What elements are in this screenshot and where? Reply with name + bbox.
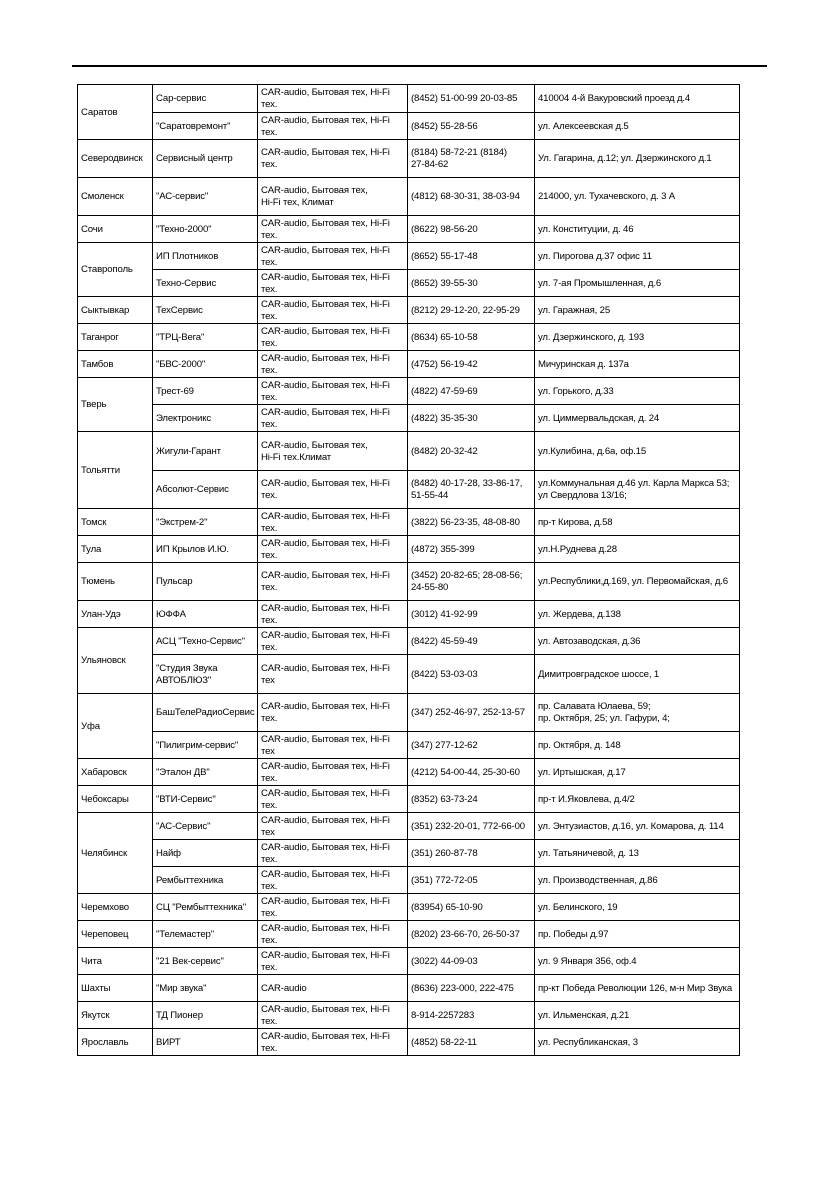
equipment-type-cell: CAR-audio, Бытовая тех, Hi-Fi тех. bbox=[258, 140, 408, 178]
equipment-type-cell: CAR-audio, Бытовая тех, Hi-Fi тех. bbox=[258, 85, 408, 113]
service-name-cell: "Экстрем-2" bbox=[153, 509, 258, 536]
phone-cell: (8482) 20-32-42 bbox=[408, 432, 535, 471]
equipment-type-cell: CAR-audio, Бытовая тех, Hi-Fi тех. bbox=[258, 948, 408, 975]
table-row bbox=[78, 113, 740, 140]
table-row bbox=[78, 270, 740, 297]
service-name-cell: "БВС-2000" bbox=[153, 351, 258, 378]
phone-cell: (4822) 35-35-30 bbox=[408, 405, 535, 432]
address-cell: ул. Дзержинского, д. 193 bbox=[535, 324, 740, 351]
phone-cell: (3012) 41-92-99 bbox=[408, 601, 535, 628]
equipment-type-cell: CAR-audio, Бытовая тех, Hi-Fi тех. bbox=[258, 378, 408, 405]
phone-cell: (8482) 40-17-28, 33-86-17, 51-55-44 bbox=[408, 471, 535, 509]
table-row bbox=[78, 178, 740, 216]
table-row bbox=[78, 216, 740, 243]
service-name-cell: СЦ "Рембыттехника" bbox=[153, 894, 258, 921]
phone-cell: (3022) 44-09-03 bbox=[408, 948, 535, 975]
address-cell: 410004 4-й Вакуровский проезд д.4 bbox=[535, 85, 740, 113]
equipment-type-cell: CAR-audio, Бытовая тех, Hi-Fi тех. bbox=[258, 351, 408, 378]
address-cell: ул. Конституции, д. 46 bbox=[535, 216, 740, 243]
table-row bbox=[78, 563, 740, 601]
address-cell: ул. Горького, д.33 bbox=[535, 378, 740, 405]
equipment-type-cell: CAR-audio, Бытовая тех, Hi-Fi тех. bbox=[258, 113, 408, 140]
table-row bbox=[78, 894, 740, 921]
city-cell: Ульяновск bbox=[78, 628, 153, 694]
city-cell: Тамбов bbox=[78, 351, 153, 378]
address-cell: ул. Республиканская, 3 bbox=[535, 1029, 740, 1056]
phone-cell: (8202) 23-66-70, 26-50-37 bbox=[408, 921, 535, 948]
city-cell: Уфа bbox=[78, 694, 153, 759]
service-name-cell: ИП Крылов И.Ю. bbox=[153, 536, 258, 563]
phone-cell: (8352) 63-73-24 bbox=[408, 786, 535, 813]
equipment-type-cell: CAR-audio, Бытовая тех, Hi-Fi тех, Климат bbox=[258, 178, 408, 216]
table-row bbox=[78, 405, 740, 432]
equipment-type-cell: CAR-audio, Бытовая тех, Hi-Fi тех. bbox=[258, 1029, 408, 1056]
service-name-cell: Техно-Сервис bbox=[153, 270, 258, 297]
equipment-type-cell: CAR-audio, Бытовая тех, Hi-Fi тех. bbox=[258, 921, 408, 948]
service-name-cell: Сервисный центр bbox=[153, 140, 258, 178]
table-row bbox=[78, 85, 740, 113]
address-cell: пр. Салавата Юлаева, 59; пр. Октября, 25; ул. Гафури, 4; bbox=[535, 694, 740, 732]
phone-cell: (4852) 58-22-11 bbox=[408, 1029, 535, 1056]
address-cell: ул. 7-ая Промышленная, д.6 bbox=[535, 270, 740, 297]
table-row bbox=[78, 921, 740, 948]
city-cell: Тюмень bbox=[78, 563, 153, 601]
address-cell: ул. Иртышская, д.17 bbox=[535, 759, 740, 786]
address-cell: ул. Циммервальдская, д. 24 bbox=[535, 405, 740, 432]
service-name-cell: "АС-сервис" bbox=[153, 178, 258, 216]
city-cell: Сочи bbox=[78, 216, 153, 243]
table-row bbox=[78, 840, 740, 867]
equipment-type-cell: CAR-audio, Бытовая тех, Hi-Fi тех. bbox=[258, 694, 408, 732]
address-cell: ул. 9 Января 356, оф.4 bbox=[535, 948, 740, 975]
address-cell: пр. Октября, д. 148 bbox=[535, 732, 740, 759]
table-row bbox=[78, 786, 740, 813]
phone-cell: (4752) 56-19-42 bbox=[408, 351, 535, 378]
equipment-type-cell: CAR-audio, Бытовая тех, Hi-Fi тех. bbox=[258, 628, 408, 655]
service-name-cell: Жигули-Гарант bbox=[153, 432, 258, 471]
city-cell: Череповец bbox=[78, 921, 153, 948]
phone-cell: (4812) 68-30-31, 38-03-94 bbox=[408, 178, 535, 216]
phone-cell: (8422) 53-03-03 bbox=[408, 655, 535, 694]
table-row bbox=[78, 628, 740, 655]
service-name-cell: ИП Плотников bbox=[153, 243, 258, 270]
equipment-type-cell: CAR-audio, Бытовая тех, Hi-Fi тех. bbox=[258, 405, 408, 432]
address-cell: пр. Победы д.97 bbox=[535, 921, 740, 948]
table-row bbox=[78, 867, 740, 894]
equipment-type-cell: CAR-audio, Бытовая тех, Hi-Fi тех. bbox=[258, 536, 408, 563]
service-name-cell: "Студия Звука АВТОБЛЮЗ" bbox=[153, 655, 258, 694]
equipment-type-cell: CAR-audio, Бытовая тех, Hi-Fi тех bbox=[258, 813, 408, 840]
service-name-cell: "21 Век-сервис" bbox=[153, 948, 258, 975]
service-name-cell: "Мир звука" bbox=[153, 975, 258, 1002]
service-name-cell: Абсолют-Сервис bbox=[153, 471, 258, 509]
city-cell: Шахты bbox=[78, 975, 153, 1002]
phone-cell: (8652) 55-17-48 bbox=[408, 243, 535, 270]
service-name-cell: "АС-Сервис" bbox=[153, 813, 258, 840]
table-row bbox=[78, 975, 740, 1002]
service-name-cell: Трест-69 bbox=[153, 378, 258, 405]
equipment-type-cell: CAR-audio, Бытовая тех, Hi-Fi тех. bbox=[258, 759, 408, 786]
service-name-cell: Найф bbox=[153, 840, 258, 867]
equipment-type-cell: CAR-audio, Бытовая тех, Hi-Fi тех.Климат bbox=[258, 432, 408, 471]
table-row bbox=[78, 432, 740, 471]
header-rule bbox=[72, 65, 767, 67]
city-cell: Смоленск bbox=[78, 178, 153, 216]
equipment-type-cell: CAR-audio, Бытовая тех, Hi-Fi тех. bbox=[258, 297, 408, 324]
address-cell: пр-т И.Яковлева, д.4/2 bbox=[535, 786, 740, 813]
table-row bbox=[78, 509, 740, 536]
equipment-type-cell: CAR-audio, Бытовая тех, Hi-Fi тех. bbox=[258, 1002, 408, 1029]
phone-cell: (4212) 54-00-44, 25-30-60 bbox=[408, 759, 535, 786]
phone-cell: (4872) 355-399 bbox=[408, 536, 535, 563]
service-name-cell: "Пилигрим-сервис" bbox=[153, 732, 258, 759]
address-cell: 214000, ул. Тухачевского, д. 3 А bbox=[535, 178, 740, 216]
equipment-type-cell: CAR-audio, Бытовая тех, Hi-Fi тех. bbox=[258, 216, 408, 243]
equipment-type-cell: CAR-audio, Бытовая тех, Hi-Fi тех. bbox=[258, 867, 408, 894]
city-cell: Ярославль bbox=[78, 1029, 153, 1056]
city-cell: Тверь bbox=[78, 378, 153, 432]
service-name-cell: "Телемастер" bbox=[153, 921, 258, 948]
address-cell: ул. Ильменская, д.21 bbox=[535, 1002, 740, 1029]
service-name-cell: "Эталон ДВ" bbox=[153, 759, 258, 786]
service-name-cell: Электроникс bbox=[153, 405, 258, 432]
address-cell: ул.Н.Руднева д.28 bbox=[535, 536, 740, 563]
table-row bbox=[78, 140, 740, 178]
service-name-cell: Пульсар bbox=[153, 563, 258, 601]
table-row bbox=[78, 1029, 740, 1056]
equipment-type-cell: CAR-audio, Бытовая тех, Hi-Fi тех. bbox=[258, 563, 408, 601]
address-cell: ул. Производственная, д.86 bbox=[535, 867, 740, 894]
address-cell: ул. Автозаводская, д.36 bbox=[535, 628, 740, 655]
table-row bbox=[78, 601, 740, 628]
phone-cell: 8-914-2257283 bbox=[408, 1002, 535, 1029]
table-row bbox=[78, 948, 740, 975]
service-name-cell: ВИРТ bbox=[153, 1029, 258, 1056]
phone-cell: (347) 277-12-62 bbox=[408, 732, 535, 759]
equipment-type-cell: CAR-audio, Бытовая тех, Hi-Fi тех bbox=[258, 732, 408, 759]
service-name-cell: ТехСервис bbox=[153, 297, 258, 324]
phone-cell: (351) 232-20-01, 772-66-00 bbox=[408, 813, 535, 840]
phone-cell: (8452) 55-28-56 bbox=[408, 113, 535, 140]
address-cell: ул.Республики,д.169, ул. Первомайская, д.6 bbox=[535, 563, 740, 601]
address-cell: пр-кт Победа Революции 126, м-н Мир Звука bbox=[535, 975, 740, 1002]
service-name-cell: БашТелеРадиоСервис bbox=[153, 694, 258, 732]
table-row bbox=[78, 1002, 740, 1029]
phone-cell: (351) 772-72-05 bbox=[408, 867, 535, 894]
service-name-cell: ЮФФА bbox=[153, 601, 258, 628]
city-cell: Томск bbox=[78, 509, 153, 536]
address-cell: ул. Гаражная, 25 bbox=[535, 297, 740, 324]
table-row bbox=[78, 324, 740, 351]
table-row bbox=[78, 378, 740, 405]
equipment-type-cell: CAR-audio, Бытовая тех, Hi-Fi тех. bbox=[258, 471, 408, 509]
phone-cell: (3452) 20-82-65; 28-08-56; 24-55-80 bbox=[408, 563, 535, 601]
phone-cell: (347) 252-46-97, 252-13-57 bbox=[408, 694, 535, 732]
address-cell: ул. Жердева, д.138 bbox=[535, 601, 740, 628]
table-row bbox=[78, 297, 740, 324]
city-cell: Хабаровск bbox=[78, 759, 153, 786]
phone-cell: (8652) 39-55-30 bbox=[408, 270, 535, 297]
table-row bbox=[78, 536, 740, 563]
city-cell: Якутск bbox=[78, 1002, 153, 1029]
equipment-type-cell: CAR-audio, Бытовая тех, Hi-Fi тех. bbox=[258, 840, 408, 867]
phone-cell: (8622) 98-56-20 bbox=[408, 216, 535, 243]
service-name-cell: "Техно-2000" bbox=[153, 216, 258, 243]
equipment-type-cell: CAR-audio, Бытовая тех, Hi-Fi тех. bbox=[258, 894, 408, 921]
phone-cell: (3822) 56-23-35, 48-08-80 bbox=[408, 509, 535, 536]
table-row bbox=[78, 813, 740, 840]
city-cell: Сыктывкар bbox=[78, 297, 153, 324]
table-row bbox=[78, 694, 740, 732]
address-cell: ул.Коммунальная д.46 ул. Карла Маркса 53; ул Свердлова 13/16; bbox=[535, 471, 740, 509]
service-name-cell: "ВТИ-Сервис" bbox=[153, 786, 258, 813]
address-cell: ул. Энтузиастов, д.16, ул. Комарова, д. 114 bbox=[535, 813, 740, 840]
phone-cell: (83954) 65-10-90 bbox=[408, 894, 535, 921]
table-row bbox=[78, 759, 740, 786]
service-name-cell: Сар-сервис bbox=[153, 85, 258, 113]
address-cell: Димитровградское шоссе, 1 bbox=[535, 655, 740, 694]
table-row bbox=[78, 243, 740, 270]
phone-cell: (4822) 47-59-69 bbox=[408, 378, 535, 405]
address-cell: ул. Алексеевская д.5 bbox=[535, 113, 740, 140]
address-cell: Мичуринская д. 137а bbox=[535, 351, 740, 378]
table-row bbox=[78, 655, 740, 694]
city-cell: Тула bbox=[78, 536, 153, 563]
city-cell: Саратов bbox=[78, 85, 153, 140]
service-name-cell: Рембыттехника bbox=[153, 867, 258, 894]
address-cell: Ул. Гагарина, д.12; ул. Дзержинского д.1 bbox=[535, 140, 740, 178]
service-name-cell: "ТРЦ-Вега" bbox=[153, 324, 258, 351]
phone-cell: (8422) 45-59-49 bbox=[408, 628, 535, 655]
table-body bbox=[78, 85, 740, 1056]
city-cell: Челябинск bbox=[78, 813, 153, 894]
service-name-cell: "Саратовремонт" bbox=[153, 113, 258, 140]
equipment-type-cell: CAR-audio, Бытовая тех, Hi-Fi тех. bbox=[258, 601, 408, 628]
city-cell: Черемхово bbox=[78, 894, 153, 921]
city-cell: Чебоксары bbox=[78, 786, 153, 813]
service-name-cell: ТД Пионер bbox=[153, 1002, 258, 1029]
city-cell: Улан-Удэ bbox=[78, 601, 153, 628]
phone-cell: (8452) 51-00-99 20-03-85 bbox=[408, 85, 535, 113]
table-row bbox=[78, 351, 740, 378]
equipment-type-cell: CAR-audio, Бытовая тех, Hi-Fi тех. bbox=[258, 324, 408, 351]
address-cell: ул. Белинского, 19 bbox=[535, 894, 740, 921]
city-cell: Тольятти bbox=[78, 432, 153, 509]
equipment-type-cell: CAR-audio, Бытовая тех, Hi-Fi тех. bbox=[258, 270, 408, 297]
address-cell: пр-т Кирова, д.58 bbox=[535, 509, 740, 536]
equipment-type-cell: CAR-audio, Бытовая тех, Hi-Fi тех. bbox=[258, 243, 408, 270]
equipment-type-cell: CAR-audio bbox=[258, 975, 408, 1002]
city-cell: Таганрог bbox=[78, 324, 153, 351]
equipment-type-cell: CAR-audio, Бытовая тех, Hi-Fi тех. bbox=[258, 786, 408, 813]
phone-cell: (8184) 58-72-21 (8184) 27-84-62 bbox=[408, 140, 535, 178]
phone-cell: (8636) 223-000, 222-475 bbox=[408, 975, 535, 1002]
city-cell: Ставрополь bbox=[78, 243, 153, 297]
city-cell: Чита bbox=[78, 948, 153, 975]
phone-cell: (351) 260-87-78 bbox=[408, 840, 535, 867]
address-cell: ул. Татьяничевой, д. 13 bbox=[535, 840, 740, 867]
address-cell: ул. Пирогова д.37 офис 11 bbox=[535, 243, 740, 270]
address-cell: ул.Кулибина, д.6а, оф.15 bbox=[535, 432, 740, 471]
table-row bbox=[78, 471, 740, 509]
service-centers-table bbox=[77, 84, 740, 1056]
table-row bbox=[78, 732, 740, 759]
equipment-type-cell: CAR-audio, Бытовая тех, Hi-Fi тех bbox=[258, 655, 408, 694]
phone-cell: (8212) 29-12-20, 22-95-29 bbox=[408, 297, 535, 324]
phone-cell: (8634) 65-10-58 bbox=[408, 324, 535, 351]
equipment-type-cell: CAR-audio, Бытовая тех, Hi-Fi тех. bbox=[258, 509, 408, 536]
city-cell: Северодвинск bbox=[78, 140, 153, 178]
service-name-cell: АСЦ "Техно-Сервис" bbox=[153, 628, 258, 655]
